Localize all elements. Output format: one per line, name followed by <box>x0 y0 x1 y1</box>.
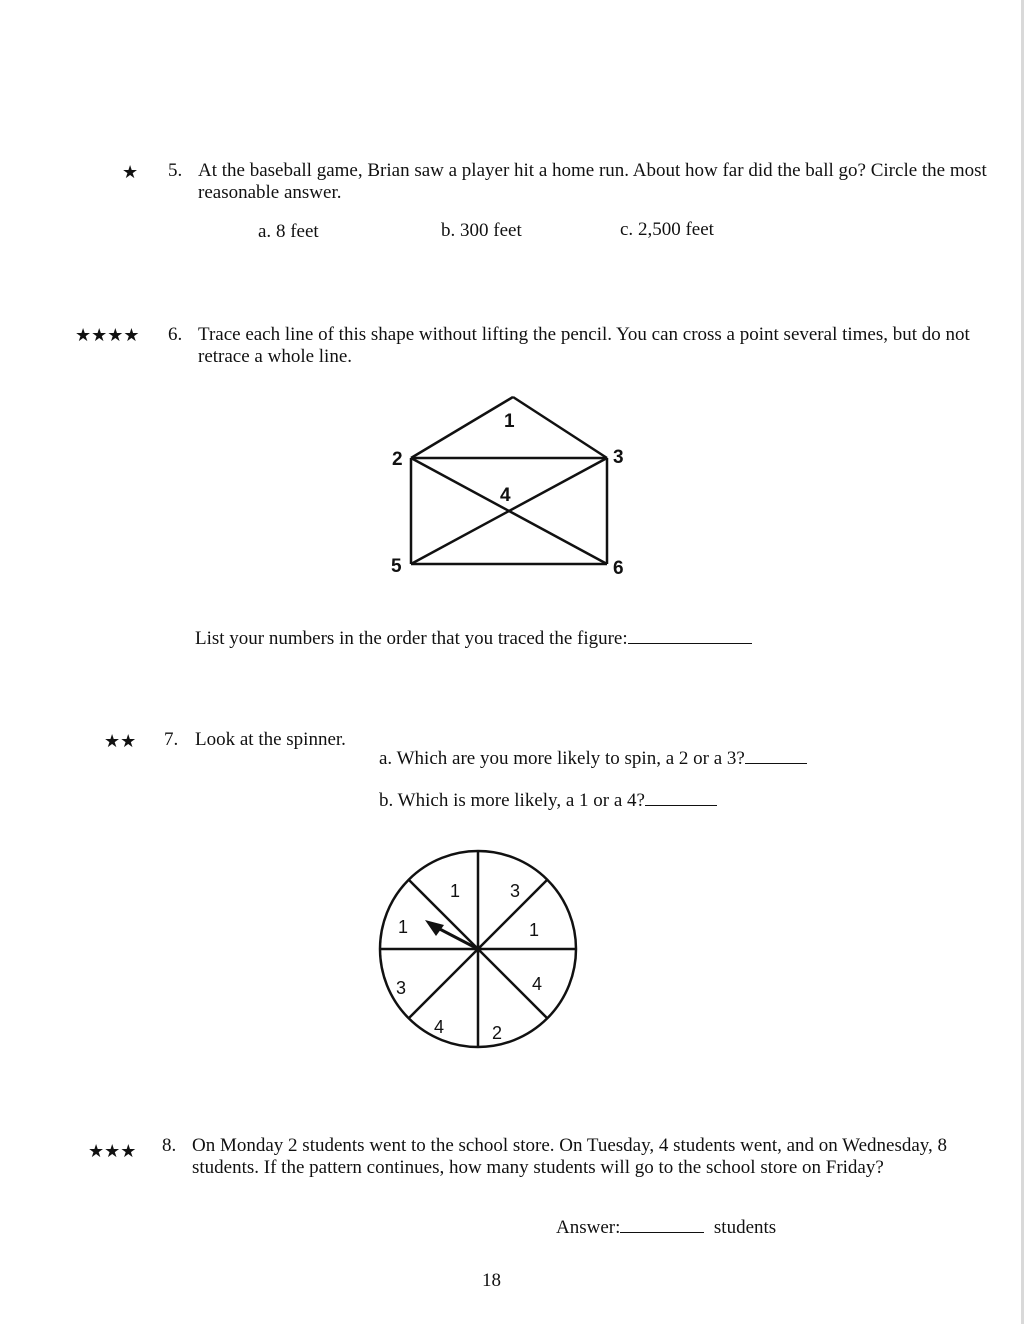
question-text: At the baseball game, Brian saw a player hit a home run. About how far did the ball go? Circle the most reasonable answer. <box>198 160 987 203</box>
option-a[interactable]: a. 8 feet <box>258 221 319 242</box>
question-number: 5. <box>168 160 183 181</box>
figure-label-6: 6 <box>613 558 624 579</box>
figure-label-5: 5 <box>391 556 402 577</box>
difficulty-stars: ★ <box>122 162 139 183</box>
trace-order-prompt: List your numbers in the order that you traced the figure: <box>195 627 752 650</box>
figure-label-4: 4 <box>500 485 511 506</box>
spinner-section-label: 1 <box>450 881 461 901</box>
figure-line <box>513 397 607 458</box>
spinner-section-label: 2 <box>492 1023 503 1043</box>
spinner-section-label: 1 <box>529 920 540 940</box>
question-text: Trace each line of this shape without lifting the pencil. You can cross a point several times, but do not retrace a whole line. <box>198 324 970 367</box>
spinner <box>370 845 586 1061</box>
spinner-section-label: 3 <box>396 978 407 998</box>
spinner-section-label: 1 <box>398 917 409 937</box>
question-text: On Monday 2 students went to the school store. On Tuesday, 4 students went, and on Wednesday, 8 students. If the pattern continues, how many students will go to the school store on Friday? <box>192 1135 948 1178</box>
figure-label-3: 3 <box>613 447 624 468</box>
spinner-section-label: 4 <box>532 974 543 994</box>
part-b: b. Which is more likely, a 1 or a 4? <box>379 789 717 812</box>
figure-line <box>411 397 513 458</box>
difficulty-stars: ★★★★ <box>75 325 140 346</box>
envelope-figure <box>380 385 650 585</box>
part-a-answer-blank[interactable] <box>745 747 807 764</box>
spinner-section-label: 4 <box>434 1017 445 1037</box>
question-number: 6. <box>168 324 183 345</box>
difficulty-stars: ★★★ <box>88 1141 137 1162</box>
students-answer-blank[interactable] <box>620 1216 704 1233</box>
part-a: a. Which are you more likely to spin, a 2 or a 3? <box>379 747 807 770</box>
spinner-section-label: 3 <box>510 881 521 901</box>
question-text: Look at the spinner. <box>195 729 346 750</box>
spinner-arrow-head <box>425 920 444 936</box>
difficulty-stars: ★★ <box>104 731 137 752</box>
figure-label-2: 2 <box>392 449 403 470</box>
trace-order-answer-blank[interactable] <box>628 627 752 644</box>
option-c[interactable]: c. 2,500 feet <box>620 219 714 240</box>
figure-label-1: 1 <box>504 411 515 432</box>
part-b-answer-blank[interactable] <box>645 789 717 806</box>
question-number: 7. <box>164 729 179 750</box>
question-number: 8. <box>162 1135 177 1156</box>
option-b[interactable]: b. 300 feet <box>441 220 522 241</box>
spinner-pivot <box>475 946 482 953</box>
page-number: 18 <box>482 1270 501 1291</box>
answer-line: Answer: students <box>556 1217 777 1238</box>
